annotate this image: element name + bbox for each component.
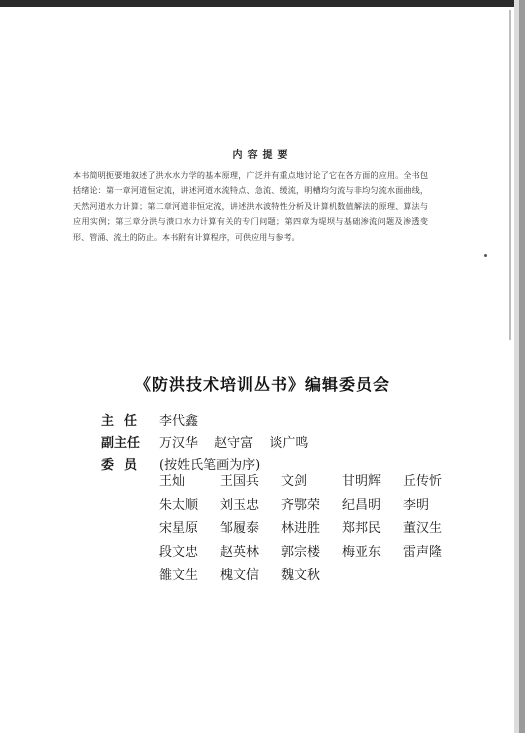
member-name: 宋星原 [159,521,199,536]
member-name: 郭宗楼 [281,544,321,560]
member-name: 梅亚东 [342,544,382,560]
member-name: 段文忠 [159,544,199,560]
member-name: 董汉生 [403,521,443,536]
scan-artifact-line [509,10,511,340]
deputy-name: 谈广鸣 [269,436,309,451]
director-names [159,410,210,429]
member-name: 邹履泰 [220,521,260,536]
summary-title: 内容提要 [232,150,293,161]
deputy-name: 万汉华 [159,436,199,451]
member-name: 雷声隆 [403,544,443,560]
deputy-label: 副主任 [101,436,141,451]
member-row [159,564,449,588]
member-name: 甘明辉 [342,474,382,489]
member-row [159,541,449,565]
scan-speck [484,254,487,257]
member-name: 槐文信 [220,568,260,583]
member-row [159,517,449,541]
member-name: 纪昌明 [342,497,382,513]
members-note-text: (按姓氏笔画为序) [159,458,261,473]
director-label: 主任 [101,414,148,429]
member-name: 齐鄂荣 [281,497,321,513]
member-name: 丘传忻 [403,474,443,489]
member-name: 赵英林 [220,544,260,560]
members-row [101,454,261,476]
member-row [159,494,449,518]
member-name: 李明 [403,497,430,513]
member-name: 魏文秋 [281,568,321,583]
member-name: 朱太顺 [159,497,199,513]
member-name: 王国兵 [220,474,260,489]
member-row [159,470,449,494]
scan-right-border [519,0,525,733]
deputy-name: 赵守富 [214,436,254,451]
member-list [159,470,449,588]
member-name: 郑邦民 [342,521,382,536]
members-label: 委员 [101,458,148,473]
summary-body: 本书简明扼要地叙述了洪水水力学的基本原理，广泛并有重点地讨论了它在各方面的应用。全书包括绪论：第一章河道恒定流，讲述河道水流特点、急流、缓流，明槽均匀流与非均匀流水面曲线，天然河道水力计算；第二章河道非恒定流，讲述洪水波特性分析及计算机数值解法的原理、算法与应用实例；第三章分洪与溃口水力计算有关的专门问题；第四章为堤坝与基础渗流问题及渗透变形、管涌、流土的防止。本书附有计算程序，可供应用与参考。 [73,170,428,242]
deputy-names [159,432,320,451]
member-name: 雒文生 [159,568,199,583]
member-name: 王灿 [159,474,186,489]
scan-top-border [0,0,525,7]
member-name: 文剑 [281,474,308,489]
committee-title: 《防洪技术培训丛书》编辑委员会 [134,375,390,394]
deputy-row [101,432,309,454]
member-name: 林进胜 [281,521,321,536]
director-row [101,410,199,432]
member-name: 刘玉忠 [220,497,260,513]
director-name: 李代鑫 [159,414,199,429]
